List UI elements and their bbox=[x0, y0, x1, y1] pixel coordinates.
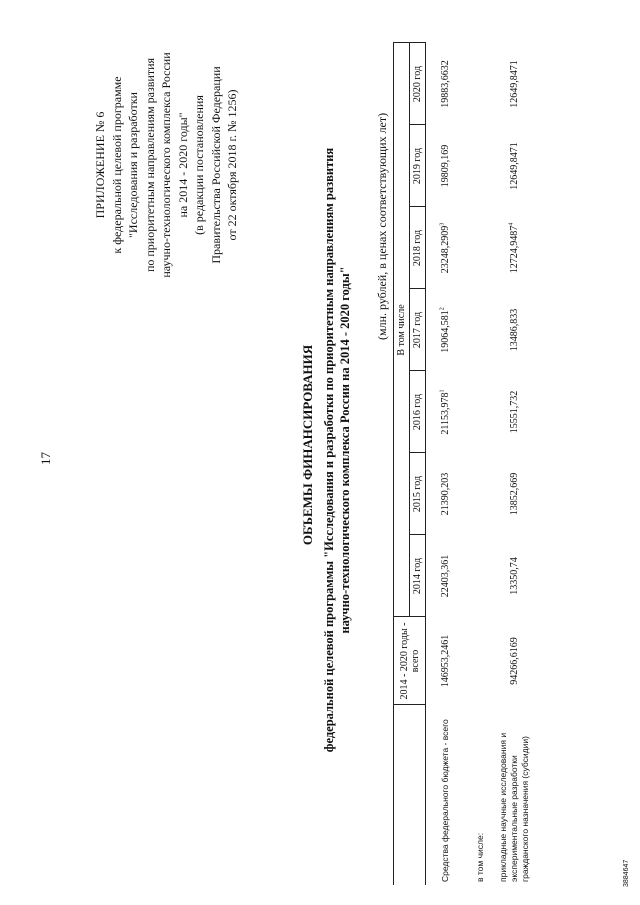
value-text: 19883,6632 bbox=[440, 60, 451, 108]
table-row bbox=[465, 43, 496, 885]
page-number: 17 bbox=[38, 452, 53, 465]
footnote-mark: 2 bbox=[439, 307, 446, 311]
row-label-header bbox=[394, 705, 426, 885]
value-text: 13486,833 bbox=[509, 308, 520, 352]
row-value bbox=[426, 535, 466, 617]
table-row bbox=[426, 43, 466, 885]
row-value bbox=[496, 125, 533, 207]
row-value bbox=[496, 371, 533, 453]
row-value bbox=[496, 289, 533, 371]
appendix-line: от 22 октября 2018 г. № 1256) bbox=[225, 89, 239, 241]
document-stamp: 3884647 bbox=[623, 859, 630, 887]
row-value bbox=[496, 535, 533, 617]
appendix-line: ПРИЛОЖЕНИЕ № 6 bbox=[93, 111, 107, 219]
row-value bbox=[496, 453, 533, 535]
row-value bbox=[426, 207, 466, 289]
appendix-line: на 2014 - 2020 годы" bbox=[175, 112, 190, 218]
value-text: 15551,732 bbox=[509, 390, 520, 434]
row-total: 94266,6169 bbox=[509, 637, 520, 685]
total-header: 2014 - 2020 годы - всего bbox=[394, 617, 426, 705]
value-text: 21153,978 bbox=[440, 392, 451, 435]
year-header: 2017 год bbox=[410, 289, 426, 371]
value-text: 21390,203 bbox=[440, 472, 451, 516]
row-empty bbox=[465, 43, 496, 705]
row-value bbox=[426, 289, 466, 371]
year-header: 2020 год bbox=[410, 43, 426, 125]
value-text: 23248,2909 bbox=[440, 225, 451, 274]
row-value bbox=[426, 43, 466, 125]
in-that-header: В том числе bbox=[394, 43, 410, 617]
row-label: Средства федерального бюджета - всего bbox=[440, 719, 450, 882]
appendix-header bbox=[92, 25, 241, 305]
appendix-line: "Исследования и разработки bbox=[126, 92, 140, 238]
year-header: 2019 год bbox=[410, 125, 426, 207]
row-value bbox=[426, 453, 466, 535]
value-text: 12649,8471 bbox=[509, 60, 520, 108]
appendix-line: по приоритетным направлениям развития bbox=[142, 57, 157, 273]
year-header: 2014 год bbox=[410, 535, 426, 617]
footnote-mark: 1 bbox=[439, 389, 446, 393]
row-value bbox=[496, 207, 533, 289]
appendix-line: (в редакции постановления bbox=[192, 95, 206, 235]
value-text: 22403,361 bbox=[440, 554, 451, 598]
appendix-line: к федеральной целевой программе bbox=[109, 76, 124, 254]
units-note: (млн. рублей, в ценах соответствующих лет) bbox=[375, 112, 389, 340]
value-text: 13852,669 bbox=[509, 472, 520, 516]
row-value bbox=[426, 371, 466, 453]
document-subtitle-line2: научно-технологического комплекса России на 2014 - 2020 годы" bbox=[338, 266, 352, 634]
value-text: 13350,74 bbox=[509, 557, 520, 595]
footnote-mark: 4 bbox=[508, 222, 515, 226]
year-header: 2018 год bbox=[410, 207, 426, 289]
value-text: 19809,169 bbox=[440, 144, 451, 188]
financing-table bbox=[393, 43, 533, 886]
row-label: прикладные научные исследования и экспериментальные разработки гражданского назначения (субсидии) bbox=[498, 732, 530, 882]
year-header: 2015 год bbox=[410, 453, 426, 535]
document-title: ОБЪЕМЫ ФИНАНСИРОВАНИЯ bbox=[300, 344, 315, 546]
row-total: 146953,2461 bbox=[440, 634, 451, 688]
row-value bbox=[496, 43, 533, 125]
table-row bbox=[496, 43, 533, 885]
document-subtitle-line1: федеральной целевой программы "Исследования и разработки по приоритетным направлениям развития bbox=[322, 147, 336, 753]
footnote-mark: 3 bbox=[439, 222, 446, 226]
year-header: 2016 год bbox=[410, 371, 426, 453]
value-text: 12724,9487 bbox=[509, 225, 520, 274]
row-value bbox=[426, 125, 466, 207]
appendix-line: научно-технологического комплекса России bbox=[159, 52, 173, 278]
row-label: в том числе: bbox=[475, 832, 485, 882]
value-text: 12649,8471 bbox=[509, 142, 520, 190]
appendix-line: Правительства Российской Федерации bbox=[208, 66, 223, 264]
value-text: 19064,581 bbox=[440, 310, 451, 353]
